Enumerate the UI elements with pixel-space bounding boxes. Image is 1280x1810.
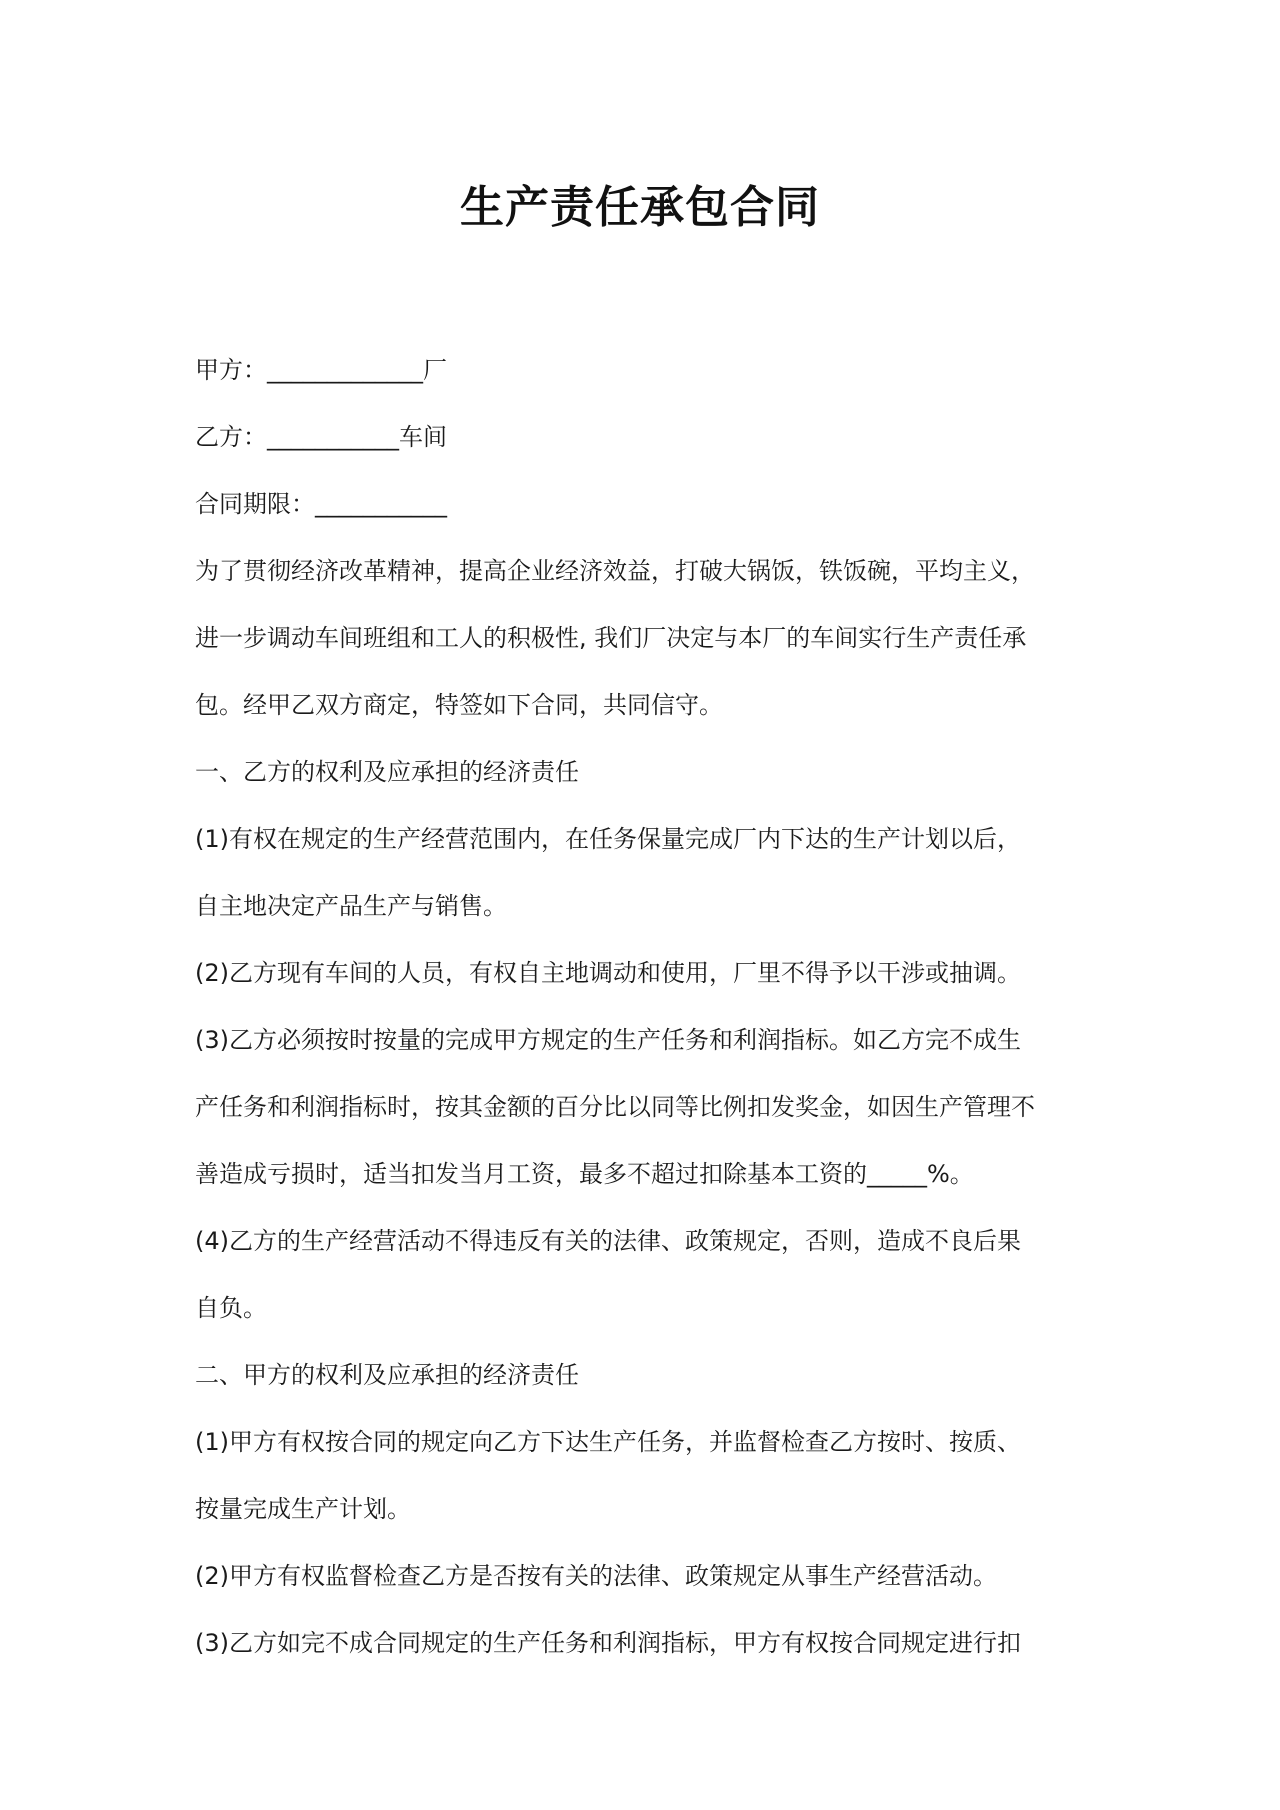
clause-1-1-line-2: 自主地决定产品生产与销售。 xyxy=(195,892,507,920)
clause-2-1-line-1: (1)甲方有权按合同的规定向乙方下达生产任务，并监督检查乙方按时、按质、 xyxy=(195,1428,1021,1456)
clause-2-3-line-1: (3)乙方如完不成合同规定的生产任务和利润指标，甲方有权按合同规定进行扣 xyxy=(195,1629,1021,1657)
document-body xyxy=(195,337,1090,1677)
clause-2-2-line-1: (2)甲方有权监督检查乙方是否按有关的法律、政策规定从事生产经营活动。 xyxy=(195,1562,997,1590)
clause-1-3-line-2: 产任务和利润指标时，按其金额的百分比以同等比例扣发奖金，如因生产管理不 xyxy=(195,1093,1035,1121)
clause-1-4-line-1: (4)乙方的生产经营活动不得违反有关的法律、政策规定，否则，造成不良后果 xyxy=(195,1227,1021,1255)
document-title: 生产责任承包合同 xyxy=(460,182,820,233)
party-a-line: 甲方：_____________厂 xyxy=(195,356,447,384)
preamble-line-3: 包。经甲乙双方商定，特签如下合同，共同信守。 xyxy=(195,691,723,719)
clause-1-1-line-1: (1)有权在规定的生产经营范围内，在任务保量完成厂内下达的生产计划以后， xyxy=(195,825,1021,853)
clause-1-2-line-1: (2)乙方现有车间的人员，有权自主地调动和使用，厂里不得予以干涉或抽调。 xyxy=(195,959,1021,987)
clause-1-4-line-2: 自负。 xyxy=(195,1294,267,1322)
preamble-line-1: 为了贯彻经济改革精神，提高企业经济效益，打破大锅饭，铁饭碗，平均主义， xyxy=(195,557,1035,585)
clause-2-1-line-2: 按量完成生产计划。 xyxy=(195,1495,411,1523)
clause-1-3-line-3: 善造成亏损时，适当扣发当月工资，最多不超过扣除基本工资的_____%。 xyxy=(195,1160,974,1188)
section-2-heading: 二、甲方的权利及应承担的经济责任 xyxy=(195,1361,579,1389)
section-1-heading: 一、乙方的权利及应承担的经济责任 xyxy=(195,758,579,786)
clause-1-3-line-1: (3)乙方必须按时按量的完成甲方规定的生产任务和利润指标。如乙方完不成生 xyxy=(195,1026,1021,1054)
party-b-line: 乙方：___________车间 xyxy=(195,423,447,451)
preamble-line-2: 进一步调动车间班组和工人的积极性, 我们厂决定与本厂的车间实行生产责任承 xyxy=(195,624,1027,652)
contract-term-line: 合同期限：___________ xyxy=(195,490,447,518)
